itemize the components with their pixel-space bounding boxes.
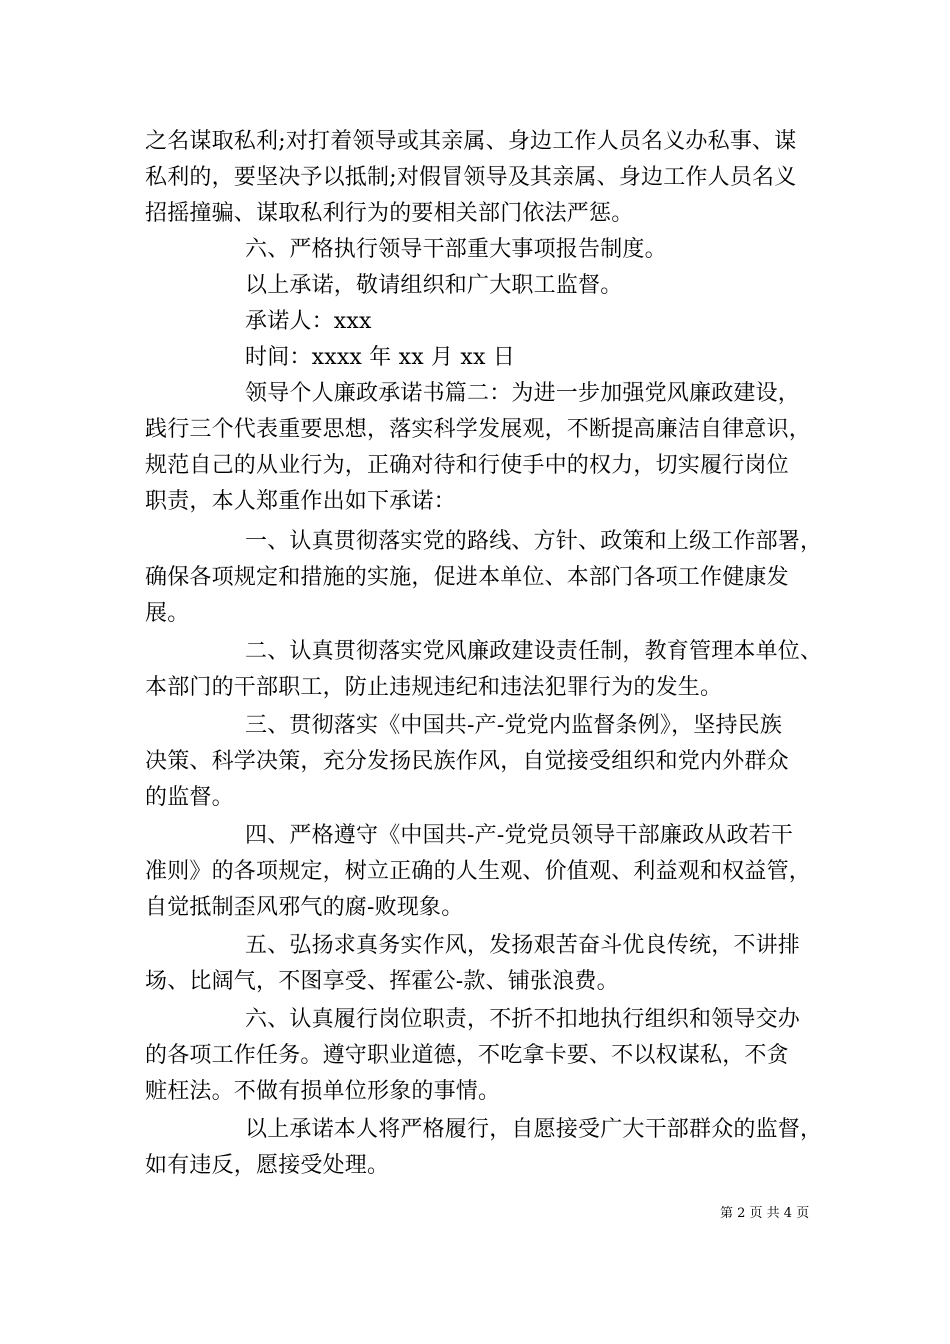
text-line: 招摇撞骗、谋取私利行为的要相关部门依法严惩。 <box>145 201 634 226</box>
text-line: 一、认真贯彻落实党的路线、方针、政策和上级工作部署， <box>245 529 823 554</box>
text-line: 践行三个代表重要思想，落实科学发展观，不断提高廉洁自律意识， <box>145 417 812 442</box>
text-line: 赃枉法。不做有损单位形象的事情。 <box>145 1079 501 1104</box>
text-line: 以上承诺本人将严格履行，自愿接受广大干部群众的监督， <box>245 1117 823 1142</box>
text-line: 五、弘扬求真务实作风，发扬艰苦奋斗优良传统，不讲排 <box>245 933 801 958</box>
text-line: 二、认真贯彻落实党风廉政建设责任制，教育管理本单位、 <box>245 639 823 664</box>
text-line: 规范自己的从业行为，正确对待和行使手中的权力，切实履行岗位 <box>145 453 789 478</box>
text-line: 展。 <box>145 601 190 626</box>
text-line: 职责，本人郑重作出如下承诺： <box>145 489 456 514</box>
text-line: 决策、科学决策，充分发扬民族作风，自觉接受组织和党内外群众 <box>145 749 789 774</box>
text-line: 之名谋取私利;对打着领导或其亲属、身边工作人员名义办私事、谋 <box>145 129 797 154</box>
text-line: 四、严格遵守《中国共-产-党党员领导干部廉政从政若干 <box>245 823 794 848</box>
text-line: 六、严格执行领导干部重大事项报告制度。 <box>245 237 667 262</box>
text-line: 的各项工作任务。遵守职业道德，不吃拿卡要、不以权谋私，不贪 <box>145 1043 789 1068</box>
text-line: 本部门的干部职工，防止违规违纪和违法犯罪行为的发生。 <box>145 675 723 700</box>
text-line: 如有违反，愿接受处理。 <box>145 1153 390 1178</box>
text-line: 场、比阔气，不图享受、挥霍公-款、铺张浪费。 <box>145 969 619 994</box>
text-line: 私利的，要坚决予以抵制;对假冒领导及其亲属、身边工作人员名义 <box>145 165 797 190</box>
text-line: 领导个人廉政承诺书篇二：为进一步加强党风廉政建设， <box>245 381 801 406</box>
text-line: 六、认真履行岗位职责，不折不扣地执行组织和领导交办 <box>245 1007 801 1032</box>
page-number-footer: 第 2 页 共 4 页 <box>720 1206 810 1221</box>
text-line: 自觉抵制歪风邪气的腐-败现象。 <box>145 895 464 920</box>
text-line: 以上承诺，敬请组织和广大职工监督。 <box>245 273 623 298</box>
text-line: 确保各项规定和措施的实施，促进本单位、本部门各项工作健康发 <box>145 565 789 590</box>
text-line: 准则》的各项规定，树立正确的人生观、价值观、利益观和权益管， <box>145 859 812 884</box>
text-line: 三、贯彻落实《中国共-产-党党内监督条例》，坚持民族 <box>245 713 783 738</box>
text-line: 的监督。 <box>145 785 234 810</box>
text-line: 承诺人：xxx <box>245 309 372 334</box>
text-line: 时间：xxxx 年 xx 月 xx 日 <box>245 345 516 370</box>
